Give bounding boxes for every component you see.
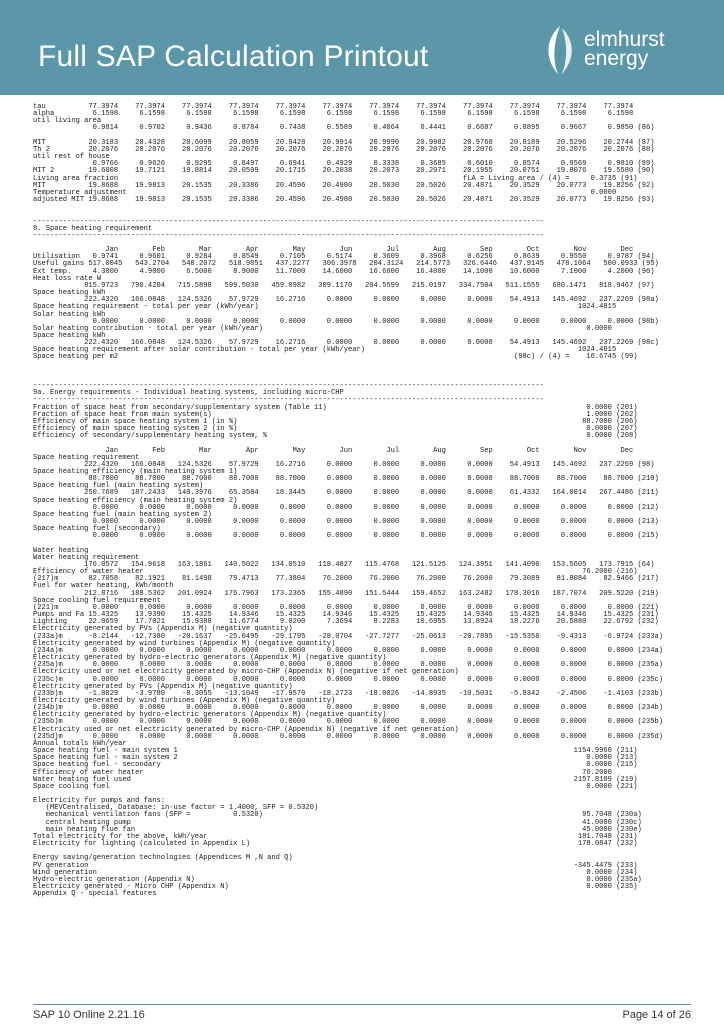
text-line: Electricity for lighting (calculated in Appendix L) 178.0847 (232) — [33, 840, 638, 849]
text-line: Efficiency of water heater 76.2000 (216) — [33, 568, 638, 577]
text-line: Heat loss rate W — [33, 274, 102, 283]
text-line: PV generation -345.4479 (233) — [33, 861, 638, 870]
text-line: (234a)m 0.0000 0.0000 0.0000 0.0000 0.0000 0.0000 0.0000 0.0000 0.0000 0.0000 0.0000 0.0000 (234a) — [33, 646, 664, 655]
text-line: Electricity generated by wind turbines (Appendix M) (negative quantity) — [33, 696, 336, 705]
text-line: (MEVCentralised, Database: in-use factor = 1.4000, SFP = 0.5320) — [33, 804, 319, 813]
text-line: 88.7000 88.7000 88.7000 88.7000 88.7000 0.0000 0.0000 0.0000 0.0000 88.7000 88.7000 88.7000 (210) — [33, 475, 659, 484]
page-title: Full SAP Calculation Printout — [38, 40, 429, 73]
text-line: Electricity generated by hydro-electric generators (Appendix M) (negative quantity) — [33, 654, 387, 663]
text-line: 815.9723 790.4204 715.5898 599.5030 459.0982 309.1170 204.5599 215.0197 334.7504 511.1555 680.1471 818.9467 (97) — [33, 281, 655, 290]
logo-line-1: elmhurst — [584, 28, 665, 51]
text-line: Space heating fuel - main system 2 0.0000 (213) — [33, 754, 638, 763]
calculation-body — [33, 104, 693, 898]
text-line: Electricity generated by PVs (Appendix M) (negative quantity) — [33, 682, 293, 691]
text-line: ------------------------------------------------------------------------------------------------------------------------ — [33, 231, 544, 240]
logo-line-2: energy — [584, 47, 649, 70]
text-line: Hydro-electric generation (Appendix N) 0.0000 (235a) — [33, 875, 642, 884]
text-line: 0.9766 0.9626 0.9295 0.8497 0.6941 0.4929 0.3338 0.3685 0.6010 0.8574 0.9569 0.9810 (89) — [33, 160, 655, 169]
text-line: (233a)m -8.2144 -12.7380 -20.1637 -25.0495 -29.1795 -28.0704 -27.7277 -25.0613 -20.7895 -15.5350 -9.4313 -6.9724 (233a) — [33, 632, 664, 641]
text-line: Electricity used or net electricity generated by micro-CHP (Appendix N) (negative if net generation) — [33, 725, 459, 734]
text-line: Annual totals kWh/year — [33, 739, 127, 748]
text-line: Electricity generated by wind turbines (Appendix M) (negative quantity) — [33, 639, 336, 648]
footer-divider — [33, 1004, 691, 1005]
text-line: Efficiency of secondary/supplementary heating system, % 0.0000 (208) — [33, 432, 638, 441]
text-line: Efficiency of main space heating system 1 (in %) 88.7000 (206) — [33, 417, 638, 426]
text-line: Space heating requirement - total per year (kWh/year) 1024.4815 — [33, 303, 617, 312]
text-line: Wind generation 0.0000 (234) — [33, 868, 638, 877]
text-line: Electricity generated - Micro CHP (Appendix N) 0.0000 (235) — [33, 883, 638, 892]
text-line: (233b)m -1.8029 -3.9780 -8.3055 -13.1049 -17.9570 -18.2723 -18.0026 -14.8935 -10.5031 -5.8342 -2.4506 -1.4103 (233b) — [33, 689, 664, 698]
text-line: util rest of house — [33, 153, 110, 162]
text-line: Space cooling fuel requirement — [33, 596, 161, 605]
text-line: Temperature adjustment 0.0000 — [33, 188, 617, 197]
text-line: Electricity generated by hydro-electric generators (Appendix M) (negative quantity) — [33, 711, 387, 720]
text-line: Space heating requirement — [33, 453, 140, 462]
text-line: Efficiency of water heater 76.2000 — [33, 768, 612, 777]
calculation-text — [33, 104, 693, 898]
text-line: Space heating fuel - main system 1 1154.9960 (211) — [33, 747, 638, 756]
text-line: Fuel for water heating, kWh/month — [33, 582, 174, 591]
text-line: Space heating efficiency (main heating system 2) — [33, 496, 238, 505]
text-line: Energy saving/generation technologies (Appendices M ,N and Q) — [33, 854, 293, 863]
text-line: Useful gains 517.0045 543.2704 548.2072 518.9851 437.2277 306.3978 204.3124 214.5773 326.6446 437.9145 478.1064 500.0933 (95) — [33, 260, 659, 269]
text-line: (234b)m 0.0000 0.0000 0.0000 0.0000 0.0000 0.0000 0.0000 0.0000 0.0000 0.0000 0.0000 0.0000 (234b) — [33, 704, 664, 713]
text-line: mechanical ventilation fans (SFP = 0.5320) 95.7048 (230a) — [33, 811, 642, 820]
text-line: Space heating kWh — [33, 332, 106, 340]
leaf-logo-icon — [540, 24, 580, 76]
text-line: (235b)m 0.0000 0.0000 0.0000 0.0000 0.0000 0.0000 0.0000 0.0000 0.0000 0.0000 0.0000 0.0000 (235b) — [33, 718, 664, 727]
text-line: (235d)m 0.0000 0.0000 0.0000 0.0000 0.0000 0.0000 0.0000 0.0000 0.0000 0.0000 0.0000 0.0000 (235d) — [33, 732, 664, 741]
text-line: Electricity for pumps and fans: — [33, 797, 165, 806]
text-line: Space heating fuel (secondary) — [33, 525, 161, 534]
text-line: 222.4320 166.0848 124.5326 57.9729 16.2716 0.0000 0.0000 0.0000 0.0000 54.4913 145.4692 237.2269 (98) — [33, 460, 655, 469]
text-line: Th 2 20.2076 20.2076 20.2076 20.2076 20.2076 20.2076 20.2076 20.2076 20.2076 20.2076 20.2076 20.2076 (88) — [33, 145, 655, 154]
text-line: ------------------------------------------------------------------------------------------------------------------------ — [33, 217, 544, 226]
text-line: 222.4320 166.0848 124.5326 57.9729 16.2716 0.0000 0.0000 0.0000 0.0000 54.4913 145.4692 237.2269 (98a) — [33, 296, 659, 305]
text-line: ------------------------------------------------------------------------------------------------------------------------ — [33, 396, 544, 405]
text-line: Water heating requirement — [33, 553, 140, 562]
page-header — [0, 0, 724, 95]
text-line: Space heating per m2 (98c) / (4) = 16.6745 (99) — [33, 353, 638, 362]
text-line: Jan Feb Mar Apr May Jun Jul Aug Sep Oct Nov Dec — [33, 446, 634, 455]
text-line: MIT 19.8688 19.9813 20.1535 20.3386 20.4596 20.4980 20.5030 20.5026 20.4871 20.3529 20.0773 19.8256 (92) — [33, 181, 655, 190]
text-line: 8. Space heating requirement — [33, 224, 153, 233]
text-line: Ext temp. 4.3000 4.9000 6.5000 8.9000 11.7000 14.6000 16.6000 16.4000 14.1000 10.6000 7.1000 4.2000 (96) — [33, 267, 655, 276]
text-line: 212.8716 188.5362 201.0924 176.7963 173.2365 155.4890 151.5444 159.4652 163.2482 178.3016 187.7074 209.5220 (219) — [33, 589, 659, 598]
text-line: 0.0000 0.0000 0.0000 0.0000 0.0000 0.0000 0.0000 0.0000 0.0000 0.0000 0.0000 0.0000 (213) — [33, 518, 659, 527]
text-line: Space heating fuel (main heating system) — [33, 482, 204, 491]
text-line: Jan Feb Mar Apr May Jun Jul Aug Sep Oct Nov Dec — [33, 246, 634, 255]
text-line: MIT 20.3183 20.4328 20.6099 20.8059 20.9428 20.9914 20.9990 20.9982 20.9760 20.8189 20.5296 20.2744 (87) — [33, 138, 655, 147]
text-line: 176.0572 154.9618 163.1861 140.5022 134.0510 118.4827 115.4768 121.5125 124.3951 141.4090 153.5605 173.7915 (64) — [33, 561, 655, 569]
text-line: Electricity used or net electricity generated by micro-CHP (Appendix N) (negative if net generation) — [33, 668, 459, 677]
page-number: Page 14 of 26 — [622, 1009, 691, 1021]
text-line: Fraction of space heat from main system(s) 1.0000 (202) — [33, 410, 638, 419]
text-line: 0.0000 0.0000 0.0000 0.0000 0.0000 0.0000 0.0000 0.0000 0.0000 0.0000 0.0000 0.0000 (98b) — [33, 317, 659, 326]
text-line: Living area fraction fLA = Living area / (4) = 0.3735 (91) — [33, 174, 638, 183]
text-line: (235c)m 0.0000 0.0000 0.0000 0.0000 0.0000 0.0000 0.0000 0.0000 0.0000 0.0000 0.0000 0.0000 (235c) — [33, 675, 664, 684]
text-line: central heating pump 41.0000 (230c) — [33, 818, 642, 827]
elmhurst-logo — [540, 24, 700, 84]
text-line: Water heating — [33, 546, 89, 555]
text-line: Lighting 22.0659 17.7021 15.9388 11.6774 9.0200 7.3694 8.2283 10.6955 13.8924 18.2276 20.5880 22.6792 (232) — [33, 618, 659, 627]
text-line: MIT 2 19.6008 19.7121 19.8814 20.0599 20.1715 20.2038 20.2073 20.2071 20.1955 20.0751 19.8076 19.5580 (90) — [33, 167, 655, 176]
text-line: adjusted MIT 19.8688 19.9813 20.1535 20.3386 20.4596 20.4980 20.5030 20.5026 20.4871 20.3529 20.0773 19.8256 (93) — [33, 196, 655, 205]
text-line: Appendix Q - special features — [33, 890, 157, 899]
text-line: tau 77.3974 77.3974 77.3974 77.3974 77.3974 77.3974 77.3974 77.3974 77.3974 77.3974 77.3974 77.3974 — [33, 103, 634, 111]
logo-wordmark — [584, 30, 665, 68]
software-version: SAP 10 Online 2.21.16 — [33, 1009, 145, 1021]
text-line: (235a)m 0.0000 0.0000 0.0000 0.0000 0.0000 0.0000 0.0000 0.0000 0.0000 0.0000 0.0000 0.0000 (235a) — [33, 661, 664, 670]
text-line: Space heating requirement after solar contribution - total per year (kWh/year) 1024.4815 — [33, 346, 617, 355]
text-line: Water heating fuel used 2157.8109 (219) — [33, 775, 638, 784]
text-line: Solar heating kWh — [33, 310, 106, 319]
text-line: (217)m 82.7058 82.1921 81.1498 79.4713 77.3804 76.2000 76.2000 76.2000 76.2000 79.3089 81.8084 82.9466 (217) — [33, 575, 659, 584]
text-line: main heating flue fan 45.0000 (230e) — [33, 825, 642, 834]
text-line: Space cooling fuel 0.0000 (221) — [33, 782, 638, 791]
text-line: 0.0000 0.0000 0.0000 0.0000 0.0000 0.0000 0.0000 0.0000 0.0000 0.0000 0.0000 0.0000 (212) — [33, 503, 659, 512]
text-line: Total electricity for the above, kWh/year 181.7048 (231) — [33, 832, 638, 841]
text-line: Solar heating contribution - total per year (kWh/year) 0.0000 — [33, 324, 612, 333]
text-line: alpha 6.1598 6.1598 6.1598 6.1598 6.1598 6.1598 6.1598 6.1598 6.1598 6.1598 6.1598 6.1598 — [33, 110, 634, 119]
text-line: (221)m 0.0000 0.0000 0.0000 0.0000 0.0000 0.0000 0.0000 0.0000 0.0000 0.0000 0.0000 0.0000 (221) — [33, 603, 659, 612]
text-line: Space heating efficiency (main heating system 1) — [33, 467, 238, 476]
text-line: 250.7689 187.2433 140.3976 65.3584 18.3445 0.0000 0.0000 0.0000 0.0000 61.4332 164.0014 267.4486 (211) — [33, 489, 659, 498]
text-line: 0.0000 0.0000 0.0000 0.0000 0.0000 0.0000 0.0000 0.0000 0.0000 0.0000 0.0000 0.0000 (215) — [33, 532, 659, 541]
text-line: util living area — [33, 117, 102, 126]
text-line: Pumps and Fa 15.4325 13.9390 15.4325 14.9346 15.4325 14.9346 15.4325 15.4325 14.9346 15.4325 14.9346 15.4325 (231) — [33, 611, 659, 620]
text-line: Utilisation 0.9741 0.9601 0.9284 0.8549 0.7105 0.5174 0.3609 0.3968 0.6256 0.8639 0.9550 0.9787 (94) — [33, 253, 655, 262]
text-line: Fraction of space heat from secondary/supplementary system (Table 11) 0.0000 (201) — [33, 403, 638, 412]
text-line: ------------------------------------------------------------------------------------------------------------------------ — [33, 382, 544, 391]
text-line: 0.9814 0.9702 0.9436 0.8784 0.7438 0.5589 0.4064 0.4441 0.6687 0.8895 0.9667 0.9850 (86) — [33, 124, 655, 133]
text-line: 9a. Energy requirements - Individual heating systems, including micro-CHP — [33, 389, 344, 398]
text-line: 222.4320 166.0848 124.5326 57.9729 16.2716 0.0000 0.0000 0.0000 0.0000 54.4913 145.4692 237.2269 (98c) — [33, 339, 659, 348]
text-line: Electricity generated by PVs (Appendix M) (negative quantity) — [33, 625, 293, 634]
text-line: Space heating fuel (main heating system 2) — [33, 510, 212, 519]
text-line: Space heating fuel - secondary 0.0000 (215) — [33, 761, 638, 770]
text-line: Efficiency of main space heating system 2 (in %) 0.0000 (207) — [33, 425, 638, 434]
text-line: Space heating kWh — [33, 289, 106, 298]
